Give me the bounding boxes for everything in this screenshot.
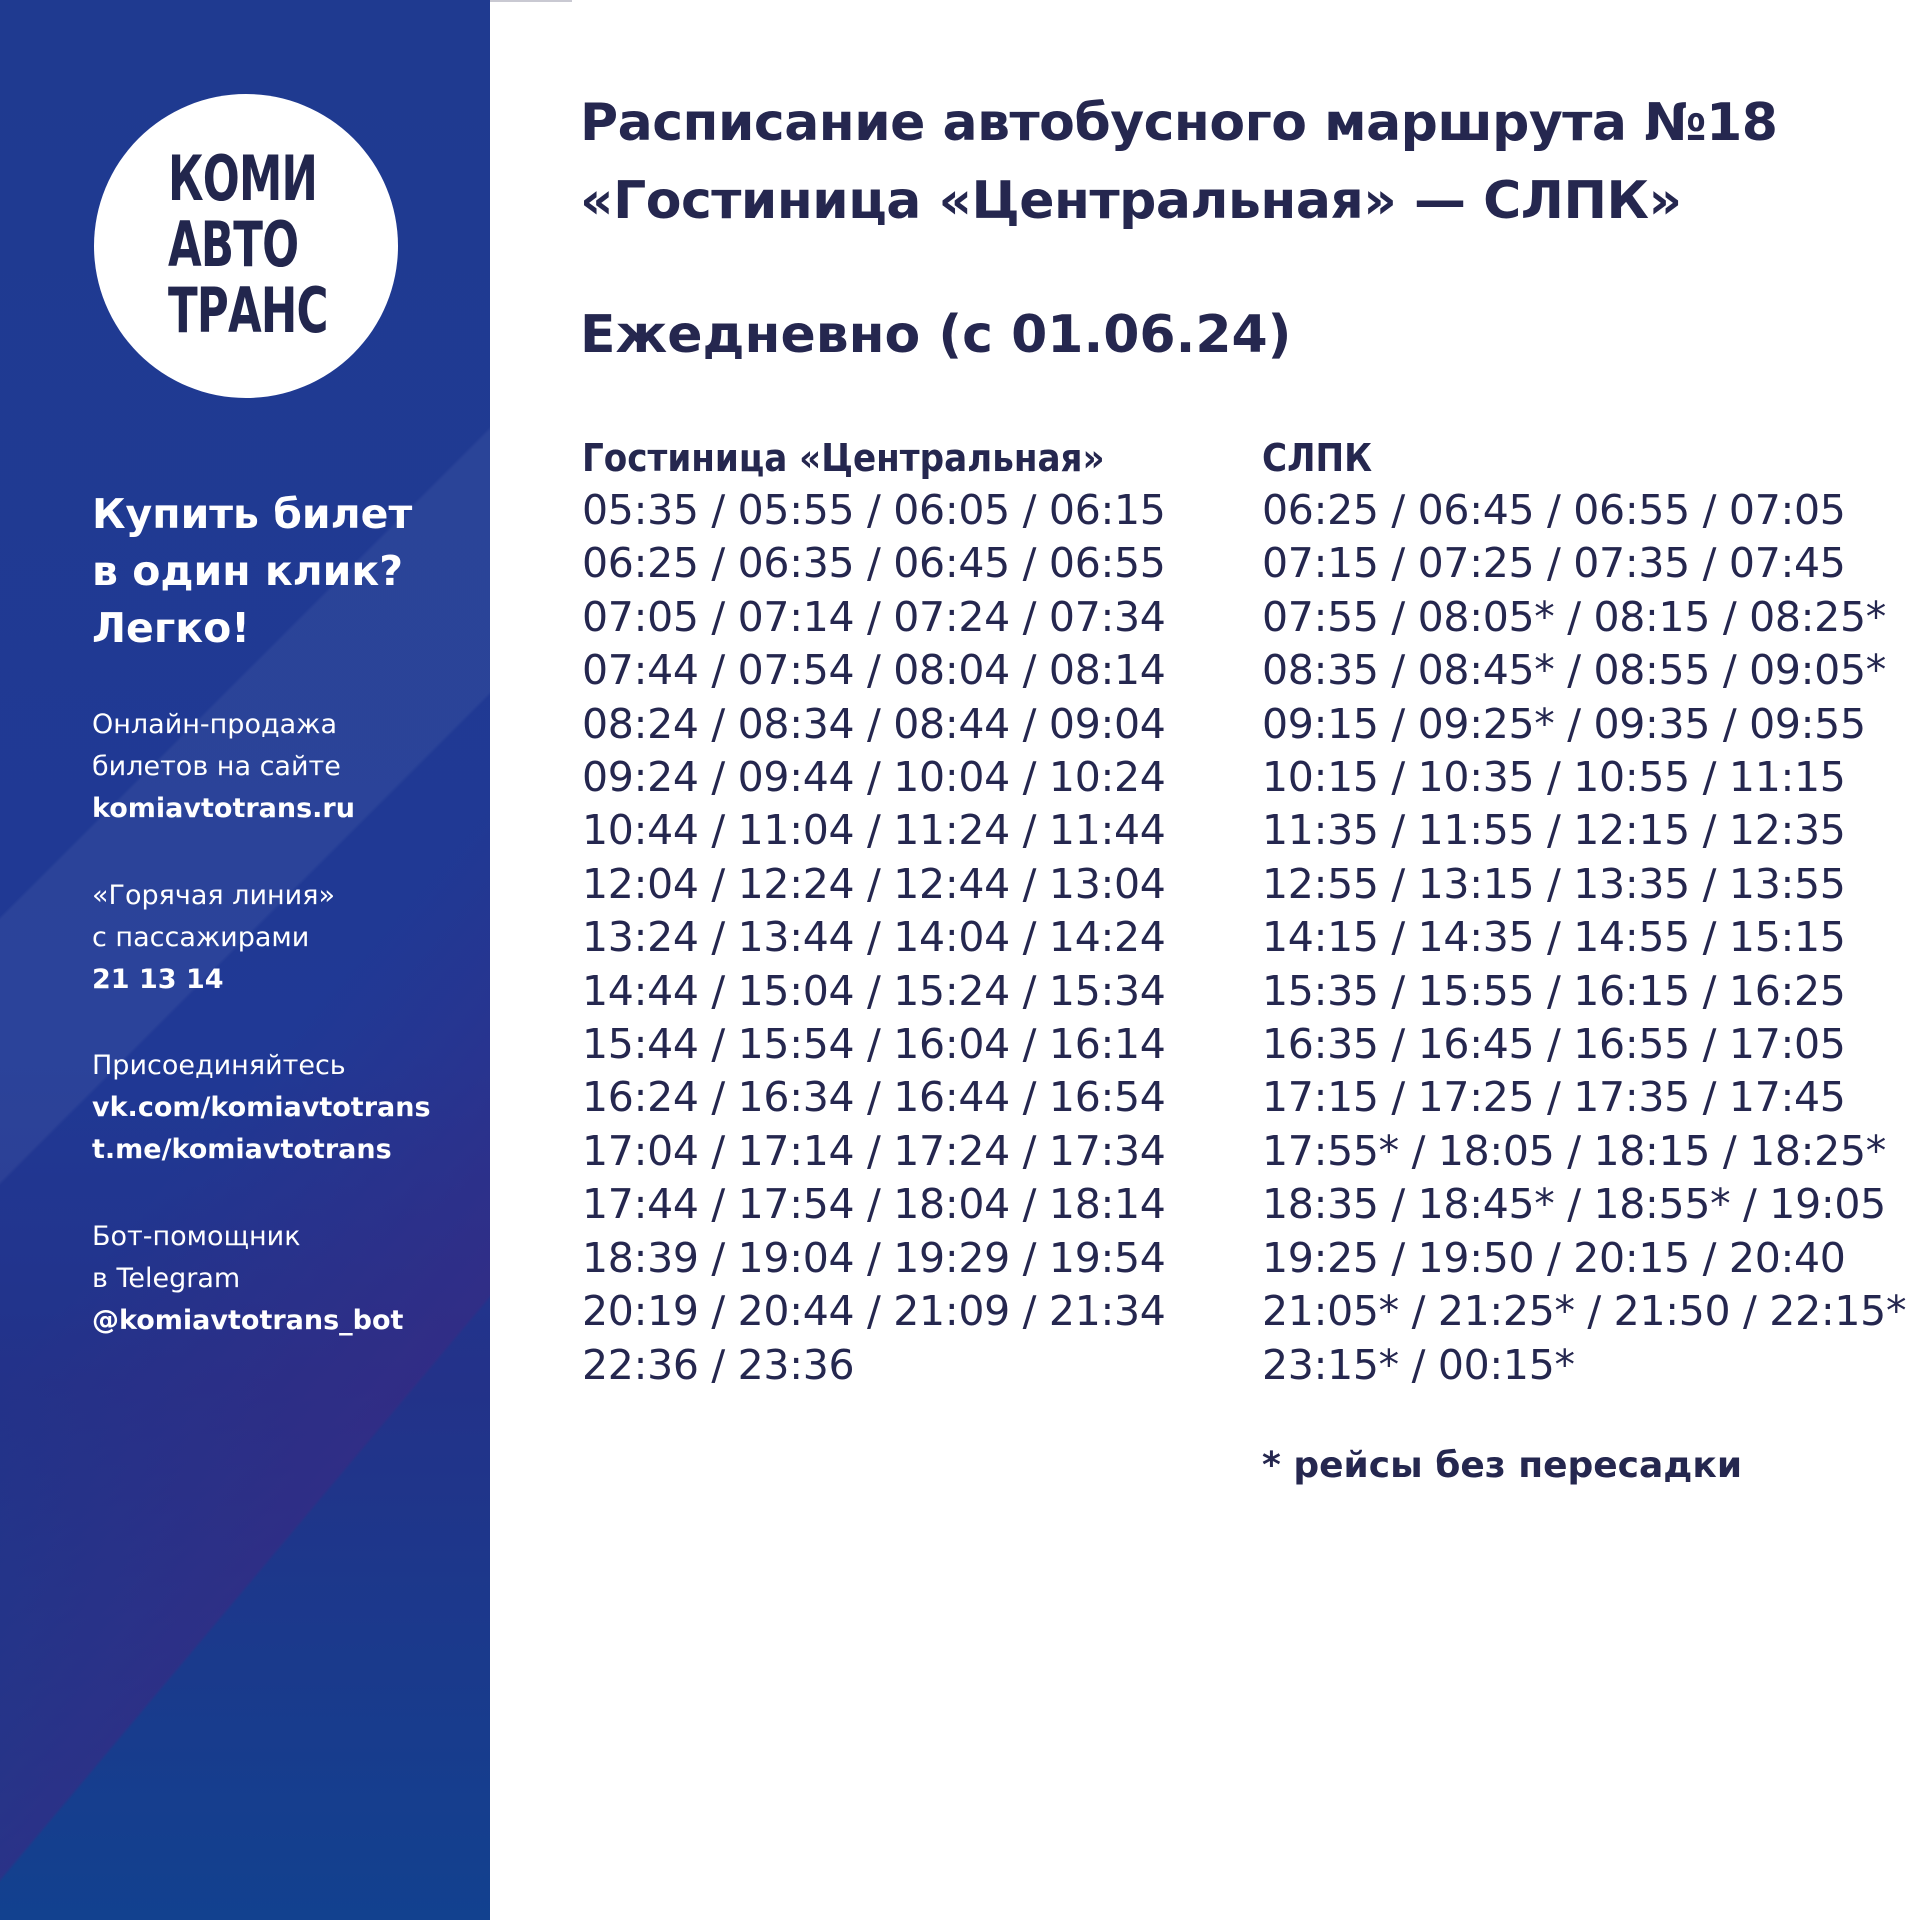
promo-line: в один клик?	[92, 547, 404, 595]
hotline-phone[interactable]: 21 13 14	[92, 964, 224, 995]
schedule-row: 17:55* / 18:05 / 18:15 / 18:25*	[1262, 1126, 1886, 1175]
bot-line: в Telegram	[92, 1263, 241, 1294]
online-sales-line: билетов на сайте	[92, 751, 341, 782]
schedule-row: 12:55 / 13:15 / 13:35 / 13:55	[1262, 859, 1846, 908]
footnote: * рейсы без пересадки	[1262, 1445, 1743, 1486]
sidebar	[0, 0, 490, 1920]
schedule-row: 14:15 / 14:35 / 14:55 / 15:15	[1262, 913, 1846, 962]
schedule-row: 05:35 / 05:55 / 06:05 / 06:15	[582, 486, 1166, 534]
title-line: «Гостиница «Центральная» — СЛПК»	[580, 171, 1682, 231]
promo-line: Легко!	[92, 604, 250, 652]
hotline-line: «Горячая линия»	[92, 880, 335, 911]
schedule-row: 18:35 / 18:45* / 18:55* / 19:05	[1262, 1180, 1886, 1229]
schedule-row: 22:36 / 23:36	[582, 1340, 855, 1389]
schedule-row: 06:25 / 06:45 / 06:55 / 07:05	[1262, 486, 1846, 534]
schedule-row: 07:15 / 07:25 / 07:35 / 07:45	[1262, 539, 1846, 588]
promo-heading	[92, 486, 472, 657]
schedule-row: 16:35 / 16:45 / 16:55 / 17:05	[1262, 1020, 1846, 1069]
schedule-row: 15:35 / 15:55 / 16:15 / 16:25	[1262, 966, 1846, 1015]
hotline-line: с пассажирами	[92, 922, 310, 953]
schedule-row: 23:15* / 00:15*	[1262, 1340, 1575, 1389]
promo-line: Купить билет	[92, 490, 413, 538]
online-sales-line: Онлайн-продажа	[92, 709, 338, 740]
schedule-row: 06:25 / 06:35 / 06:45 / 06:55	[582, 539, 1166, 588]
schedule-row: 14:44 / 15:04 / 15:24 / 15:34	[582, 966, 1166, 1015]
column-header: СЛПК	[1262, 436, 1373, 480]
social-block	[92, 1045, 482, 1171]
schedule-column-hotel	[582, 432, 1166, 1392]
online-sales-block	[92, 704, 482, 830]
schedule-row: 07:05 / 07:14 / 07:24 / 07:34	[582, 592, 1166, 641]
schedule-row: 09:24 / 09:44 / 10:04 / 10:24	[582, 753, 1166, 802]
logo-line: ТРАНС	[168, 274, 328, 347]
schedule-row: 11:35 / 11:55 / 12:15 / 12:35	[1262, 806, 1846, 855]
telegram-link[interactable]: t.me/komiavtotrans	[92, 1134, 392, 1165]
social-line: Присоединяйтесь	[92, 1050, 346, 1081]
vk-link[interactable]: vk.com/komiavtotrans	[92, 1092, 431, 1123]
bot-line: Бот-помощник	[92, 1221, 301, 1252]
page-title	[580, 84, 1900, 240]
schedule-row: 13:24 / 13:44 / 14:04 / 14:24	[582, 913, 1166, 962]
schedule-row: 12:04 / 12:24 / 12:44 / 13:04	[582, 859, 1166, 908]
logo-line: КОМИ	[168, 142, 318, 215]
schedule-row: 10:15 / 10:35 / 10:55 / 11:15	[1262, 753, 1846, 802]
schedule-row: 21:05* / 21:25* / 21:50 / 22:15*	[1262, 1287, 1907, 1336]
top-divider	[490, 0, 572, 2]
schedule-row: 20:19 / 20:44 / 21:09 / 21:34	[582, 1287, 1166, 1336]
schedule-row: 08:24 / 08:34 / 08:44 / 09:04	[582, 699, 1166, 748]
column-header: Гостиница «Центральная»	[582, 436, 1105, 480]
hotline-block	[92, 875, 482, 1001]
schedule-row: 16:24 / 16:34 / 16:44 / 16:54	[582, 1073, 1166, 1122]
schedule-row: 15:44 / 15:54 / 16:04 / 16:14	[582, 1020, 1166, 1069]
bot-handle-link[interactable]: @komiavtotrans_bot	[92, 1305, 404, 1336]
schedule-row: 19:25 / 19:50 / 20:15 / 20:40	[1262, 1233, 1846, 1282]
company-logo	[94, 94, 398, 398]
schedule-row: 09:15 / 09:25* / 09:35 / 09:55	[1262, 699, 1866, 748]
schedule-row: 07:55 / 08:05* / 08:15 / 08:25*	[1262, 592, 1886, 641]
schedule-row: 07:44 / 07:54 / 08:04 / 08:14	[582, 646, 1166, 695]
schedule-row: 17:04 / 17:14 / 17:24 / 17:34	[582, 1126, 1166, 1175]
schedule-row: 08:35 / 08:45* / 08:55 / 09:05*	[1262, 646, 1886, 695]
schedule-row: 17:44 / 17:54 / 18:04 / 18:14	[582, 1180, 1166, 1229]
schedule-row: 10:44 / 11:04 / 11:24 / 11:44	[582, 806, 1166, 855]
schedule-column-slpk	[1262, 432, 1906, 1392]
schedule-row: 17:15 / 17:25 / 17:35 / 17:45	[1262, 1073, 1846, 1122]
schedule-row: 18:39 / 19:04 / 19:29 / 19:54	[582, 1233, 1166, 1282]
bot-block	[92, 1216, 482, 1342]
title-line: Расписание автобусного маршрута №18	[580, 93, 1778, 153]
website-link[interactable]: komiavtotrans.ru	[92, 793, 355, 824]
logo-text	[168, 142, 328, 347]
logo-line: АВТО	[168, 208, 299, 281]
schedule-validity: Ежедневно (с 01.06.24)	[580, 305, 1292, 365]
